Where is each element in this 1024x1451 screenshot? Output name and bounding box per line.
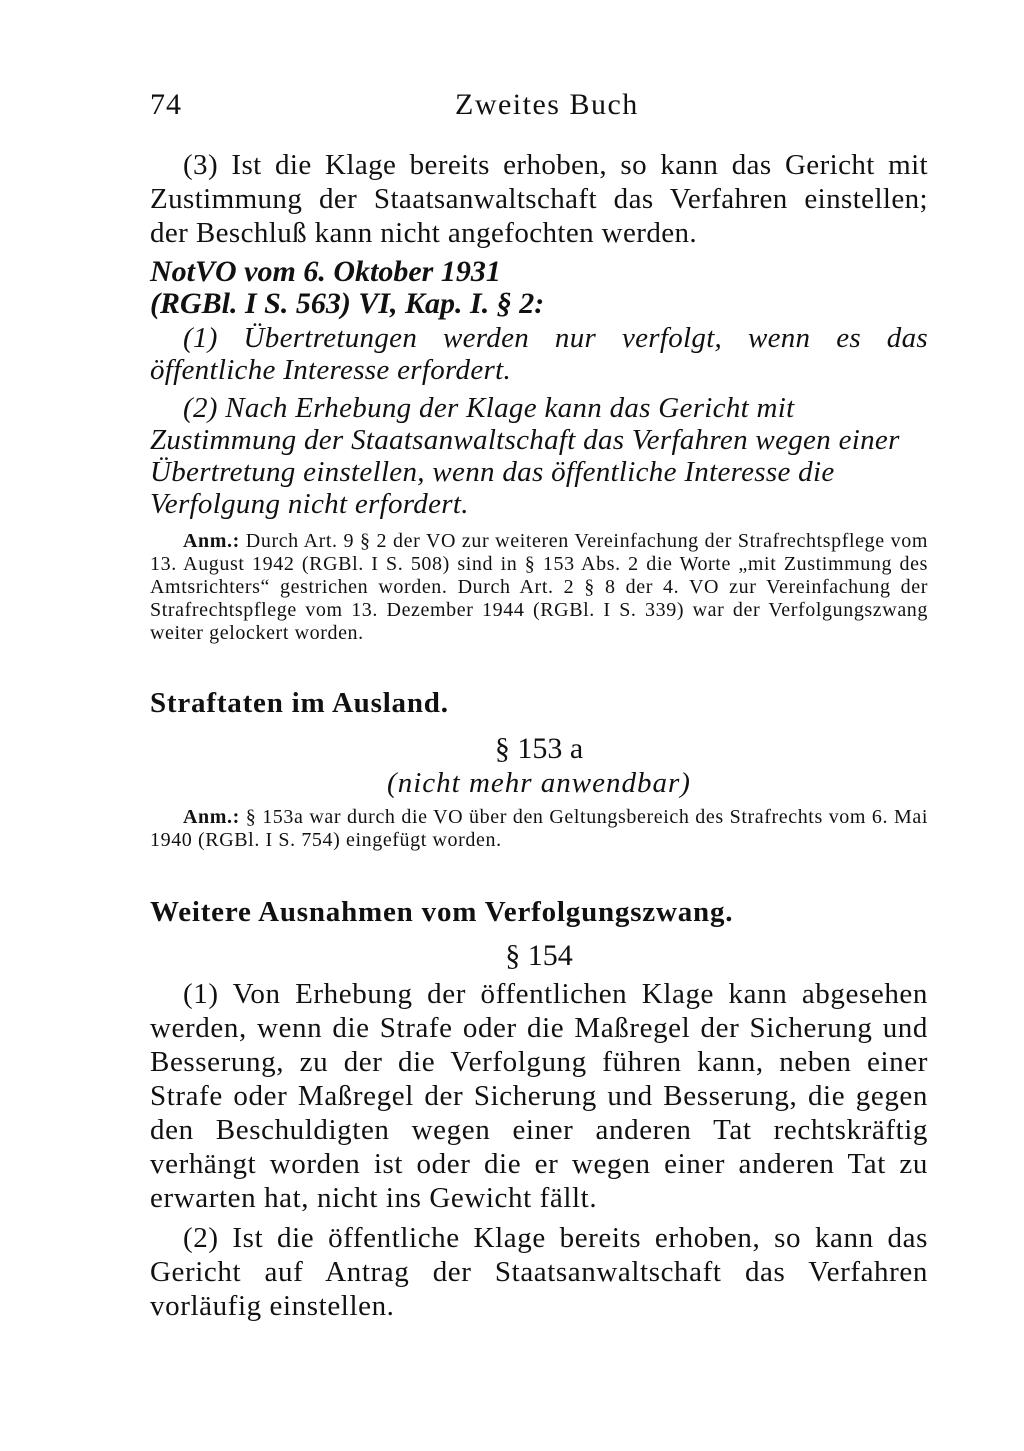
section-heading-154: Weitere Ausnahmen vom Verfolgungszwang. xyxy=(150,896,734,928)
page-body xyxy=(150,148,928,1323)
annotation-1 xyxy=(150,530,928,645)
section-154-paragraph-1: (1) Von Erhebung der öffentlichen Klage kann abgesehen werden, wenn die Strafe oder die Maßregel der Sicherung und Besserung, zu der die Verfolgung führen kann, neben einer Strafe oder Maßregel der Sicherung und Besserung, die gegen den Beschuldigten wegen einer anderen Tat rechtskräftig verhängt worden ist oder die er wegen einer anderen Tat zu erwarten hat, nicht ins Gewicht fällt. xyxy=(150,978,928,1214)
section-heading-153a: Straftaten im Ausland. xyxy=(150,687,449,719)
annotation-1-label: Anm.: xyxy=(183,530,240,552)
annotation-2 xyxy=(150,806,928,852)
paragraph-3: (3) Ist die Klage bereits erhoben, so kann das Gericht mit Zustimmung der Staatsanwaltschaft das Verfahren einstellen; der Beschluß kann nicht angefochten werden. xyxy=(150,149,928,249)
running-title: Zweites Buch xyxy=(455,88,639,121)
notvo-heading xyxy=(150,256,928,320)
annotation-2-text: § 153a war durch die VO über den Geltungsbereich des Strafrechts vom 6. Mai 1940 (RGBl. I S. 754) eingefügt worden. xyxy=(150,806,928,851)
annotation-1-text: Durch Art. 9 § 2 der VO zur weiteren Vereinfachung der Strafrechtspflege vom 13. August 1942 (RGBl. I S. 508) sind in § 153 Abs. 2 die Worte „mit Zustimmung des Amtsrichters“ gestrichen worden. Durch Art. 2 § 8 der 4. VO zur Vereinfachung der Strafrechtspflege vom 13. Dezember 1944 (RGBl. I S. 339) war der Verfolgungszwang weiter gelockert worden. xyxy=(150,530,928,644)
section-154-paragraph-2: (2) Ist die öffentliche Klage bereits erhoben, so kann das Gericht auf Antrag der Staatsanwaltschaft das Verfahren vorläufig einstellen. xyxy=(150,1222,928,1322)
section-number-154: § 154 xyxy=(505,939,573,972)
notvo-paragraph-1: (1) Übertretungen werden nur verfolgt, wenn es das öffentliche Interesse erfordert. xyxy=(150,322,928,386)
notvo-paragraph-2: (2) Nach Erhebung der Klage kann das Gericht mit Zustimmung der Staatsanwaltschaft das Verfahren wegen einer Übertretung einstellen, wenn das öffentliche Interesse die Verfolgung nicht erfordert. xyxy=(150,392,900,520)
section-number-153a: § 153 a xyxy=(494,732,584,765)
page-number: 74 xyxy=(150,88,182,121)
notvo-heading-line2: (RGBl. I S. 563) VI, Kap. I. § 2: xyxy=(150,287,545,320)
section-status-153a: (nicht mehr anwendbar) xyxy=(387,767,691,799)
notvo-heading-line1: NotVO vom 6. Oktober 1931 xyxy=(150,255,501,288)
annotation-2-label: Anm.: xyxy=(183,806,240,828)
